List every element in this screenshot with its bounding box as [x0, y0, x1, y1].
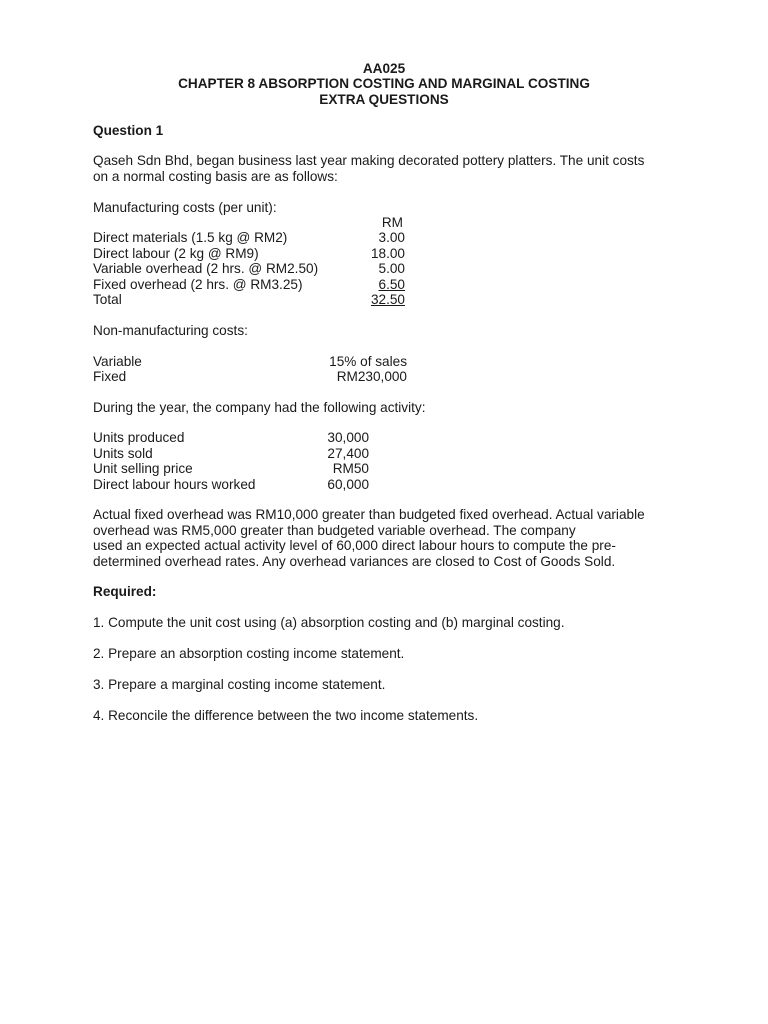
cost-row	[93, 369, 683, 384]
required-item: 2. Prepare an absorption costing income statement.	[93, 646, 405, 662]
course-code: AA025	[362, 61, 406, 76]
activity-heading: During the year, the company had the following activity:	[93, 399, 426, 415]
cost-row	[93, 277, 683, 292]
cost-total-row	[93, 292, 683, 307]
cost-row	[93, 230, 683, 245]
document-page	[93, 61, 683, 723]
activity-row	[93, 446, 683, 461]
activity-label: Direct labour hours worked	[93, 476, 256, 492]
cost-label: Fixed overhead (2 hrs. @ RM3.25)	[93, 276, 303, 292]
cost-total-value: 32.50	[370, 291, 405, 307]
cost-value: 3.00	[378, 230, 405, 246]
activity-table	[93, 430, 683, 492]
cost-label: Variable	[93, 353, 142, 369]
question-title: Question 1	[93, 122, 164, 138]
cost-value: RM230,000	[336, 368, 407, 384]
cost-label: Variable overhead (2 hrs. @ RM2.50)	[93, 261, 319, 277]
variance-line: determined overhead rates. Any overhead variances are closed to Cost of Goods Sold.	[93, 553, 616, 569]
required-item: 1. Compute the unit cost using (a) absorption costing and (b) marginal costing.	[93, 615, 565, 631]
cost-row	[93, 261, 683, 276]
activity-value: 27,400	[327, 445, 369, 461]
activity-value: 30,000	[327, 430, 369, 446]
activity-row	[93, 461, 683, 476]
required-item: 3. Prepare a marginal costing income statement.	[93, 676, 386, 692]
variance-paragraph	[93, 507, 673, 569]
document-header	[93, 61, 675, 107]
activity-label: Units produced	[93, 430, 185, 446]
question-intro	[93, 153, 673, 184]
manufacturing-cost-table	[93, 215, 683, 307]
variance-line: Actual fixed overhead was RM10,000 greater than budgeted fixed overhead. Actual variable	[93, 507, 645, 523]
non-manufacturing-heading: Non-manufacturing costs:	[93, 322, 248, 338]
manufacturing-heading: Manufacturing costs (per unit):	[93, 199, 277, 215]
variance-line: overhead was RM5,000 greater than budgeted variable overhead. The company	[93, 522, 576, 538]
cost-label: Total	[93, 291, 122, 307]
cost-label: Direct materials (1.5 kg @ RM2)	[93, 230, 288, 246]
cost-row	[93, 354, 683, 369]
cost-row	[93, 246, 683, 261]
cost-value: 18.00	[370, 245, 405, 261]
activity-label: Unit selling price	[93, 461, 193, 477]
variance-line: used an expected actual activity level of 60,000 direct labour hours to compute the pre-	[93, 538, 616, 554]
activity-row	[93, 477, 683, 492]
intro-line: on a normal costing basis are as follows:	[93, 168, 338, 184]
activity-row	[93, 430, 683, 445]
cost-label: Fixed	[93, 368, 127, 384]
non-manufacturing-table	[93, 354, 683, 385]
cost-value: 5.00	[378, 261, 405, 277]
cost-label: Direct labour (2 kg @ RM9)	[93, 245, 259, 261]
activity-value: 60,000	[327, 476, 369, 492]
document-subtitle: EXTRA QUESTIONS	[319, 91, 449, 107]
currency-header-row	[93, 215, 683, 230]
required-heading: Required:	[93, 584, 157, 600]
currency-label: RM	[381, 214, 403, 230]
cost-value: 15% of sales	[329, 353, 407, 369]
required-item: 4. Reconcile the difference between the two income statements.	[93, 707, 479, 723]
activity-label: Units sold	[93, 445, 153, 461]
intro-line: Qaseh Sdn Bhd, began business last year making decorated pottery platters. The unit costs	[93, 153, 645, 169]
cost-value: 6.50	[378, 276, 405, 292]
activity-value: RM50	[332, 461, 369, 477]
chapter-title: CHAPTER 8 ABSORPTION COSTING AND MARGINAL COSTING	[178, 76, 590, 92]
